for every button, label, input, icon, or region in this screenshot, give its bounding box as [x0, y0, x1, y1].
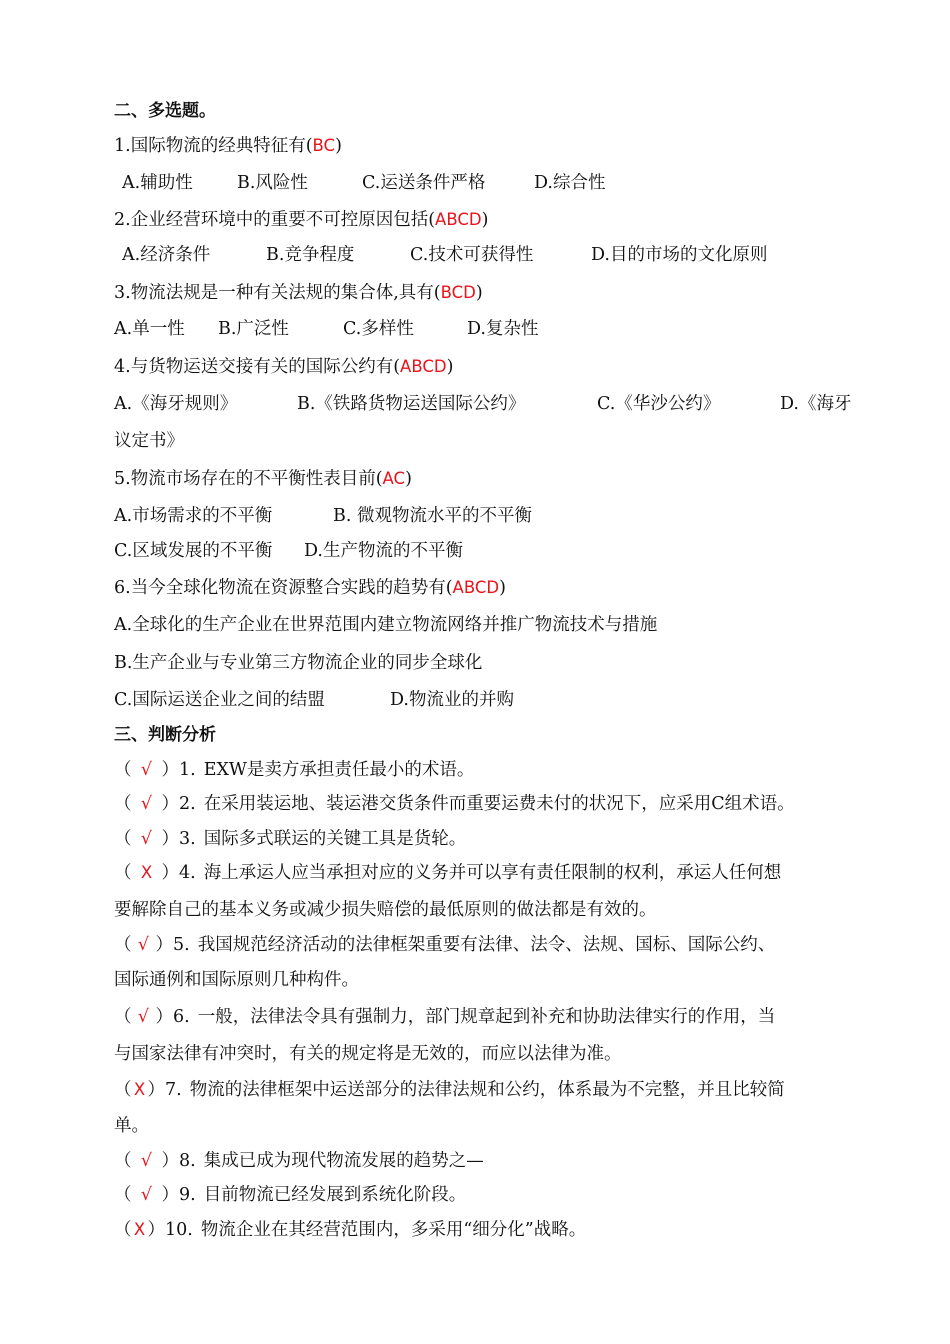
option-a: A.单一性 [114, 319, 185, 339]
answer-key: ABCD [435, 210, 482, 229]
question-text: 国际物流的经典特征有( [130, 136, 313, 156]
section-heading-multiple-choice: 二、多选题。 [114, 101, 216, 121]
option-c: C.区域发展的不平衡 [114, 541, 273, 561]
item-number: 9. [179, 1185, 196, 1205]
option-b: B.《铁路货物运送国际公约》 [297, 394, 526, 414]
option-d: D.复杂性 [467, 319, 539, 339]
question-number: 5. [114, 469, 131, 489]
item-number: 1. [179, 760, 196, 780]
option-d: D.生产物流的不平衡 [304, 541, 463, 561]
option-d: D.《海牙 [780, 394, 852, 414]
option-d: D.物流业的并购 [390, 690, 514, 710]
item-text: 物流企业在其经营范围内，多采用“细分化”战略。 [200, 1220, 587, 1240]
item-number: 3. [179, 829, 196, 849]
judge-mark: X [133, 1220, 146, 1239]
option-c: C.技术可获得性 [410, 245, 534, 265]
judge-item-10: （ X ）10. 物流企业在其经营范围内，多采用“细分化”战略。 [114, 1220, 587, 1240]
option-b: B.风险性 [237, 173, 308, 193]
judge-mark: X [140, 863, 153, 882]
option-a: A.《海牙规则》 [114, 394, 238, 414]
option-d: D.目的市场的文化原则 [591, 245, 768, 265]
option-c: C.国际运送企业之间的结盟 [114, 690, 325, 710]
question-4: 4.与货物运送交接有关的国际公约有(ABCD) [114, 357, 454, 377]
item-text: 物流的法律框架中运送部分的法律法规和公约，体系最为不完整，并且比较简 [189, 1080, 785, 1100]
judge-item-8: （ √ ）8. 集成已成为现代物流发展的趋势之— [114, 1151, 484, 1171]
item-text: 集成已成为现代物流发展的趋势之— [203, 1151, 484, 1171]
judge-item-3: （ √ ）3. 国际多式联运的关键工具是货轮。 [114, 829, 467, 849]
option-c: C.多样性 [343, 319, 414, 339]
option-b: B.广泛性 [218, 319, 289, 339]
question-number: 2. [114, 210, 131, 230]
section-heading-true-false: 三、判断分析 [114, 725, 216, 745]
item-number: 2. [179, 794, 196, 814]
question-6-option-a: A.全球化的生产企业在世界范围内建立物流网络并推广物流技术与措施 [114, 615, 658, 635]
question-text: 物流市场存在的不平衡性表目前( [130, 469, 383, 489]
judge-item-5-continued: 国际通例和国际原则几种构件。 [114, 970, 359, 990]
judge-item-4-continued: 要解除自己的基本义务或减少损失赔偿的最低原则的做法都是有效的。 [114, 900, 657, 920]
judge-item-9: （ √ ）9. 目前物流已经发展到系统化阶段。 [114, 1185, 467, 1205]
answer-key: AC [382, 469, 406, 488]
item-text: 目前物流已经发展到系统化阶段。 [203, 1185, 467, 1205]
judge-item-7-continued: 单。 [114, 1116, 149, 1136]
item-text: 一般，法律法令具有强制力，部门规章起到补充和协助法律实行的作用，当 [197, 1007, 776, 1027]
judge-mark: √ [140, 829, 153, 849]
question-1: 1.国际物流的经典特征有(BC) [114, 136, 342, 156]
option-d: D.综合性 [534, 173, 606, 193]
option-b: B.竞争程度 [266, 245, 355, 265]
answer-key: ABCD [400, 357, 447, 376]
option-a: A.经济条件 [122, 245, 211, 265]
item-number: 6. [173, 1007, 190, 1027]
judge-item-6-continued: 与国家法律有冲突时，有关的规定将是无效的，而应以法律为准。 [114, 1044, 622, 1064]
judge-mark: √ [140, 1185, 153, 1205]
option-c: C.《华沙公约》 [597, 394, 721, 414]
item-number: 4. [179, 863, 196, 883]
option-a: A.辅助性 [122, 173, 193, 193]
question-3: 3.物流法规是一种有关法规的集合体,具有(BCD) [114, 283, 483, 303]
item-text: EXW是卖方承担责任最小的术语。 [203, 760, 475, 780]
question-text: 物流法规是一种有关法规的集合体,具有( [130, 283, 441, 303]
question-6-option-b: B.生产企业与专业第三方物流企业的同步全球化 [114, 653, 483, 673]
answer-key: BCD [440, 283, 476, 302]
item-number: 5. [173, 935, 190, 955]
judge-mark: X [133, 1080, 146, 1099]
answer-key: ABCD [452, 578, 500, 597]
question-number: 4. [114, 357, 131, 377]
item-number: 10. [165, 1220, 193, 1240]
option-b: B. 微观物流水平的不平衡 [333, 506, 532, 526]
question-text: 企业经营环境中的重要不可控原因包括( [130, 210, 436, 230]
item-text: 海上承运人应当承担对应的义务并可以享有责任限制的权利，承运人任何想 [203, 863, 782, 883]
judge-mark: √ [140, 1151, 153, 1171]
answer-key: BC [312, 136, 336, 155]
judge-mark: √ [137, 1007, 150, 1027]
judge-item-4: （ X ）4. 海上承运人应当承担对应的义务并可以享有责任限制的权利，承运人任何想 [114, 863, 782, 883]
judge-item-7: （ X ）7. 物流的法律框架中运送部分的法律法规和公约，体系最为不完整，并且比较简 [114, 1080, 785, 1100]
option-c: C.运送条件严格 [362, 173, 486, 193]
judge-item-6: （ √ ）6. 一般，法律法令具有强制力，部门规章起到补充和协助法律实行的作用，当 [114, 1007, 776, 1027]
question-number: 1. [114, 136, 131, 156]
item-number: 8. [179, 1151, 196, 1171]
judge-mark: √ [137, 935, 150, 955]
option-a: A.市场需求的不平衡 [114, 506, 273, 526]
question-6: 6.当今全球化物流在资源整合实践的趋势有(ABCD) [114, 578, 506, 598]
item-text: 在采用装运地、装运港交货条件而重要运费未付的状况下，应采用C组术语。 [203, 794, 795, 814]
item-text: 国际多式联运的关键工具是货轮。 [203, 829, 467, 849]
question-number: 6. [114, 578, 131, 598]
judge-item-1: （ √ ）1. EXW是卖方承担责任最小的术语。 [114, 760, 475, 780]
question-4-option-d-continued: 议定书》 [114, 431, 184, 451]
question-2: 2.企业经营环境中的重要不可控原因包括(ABCD) [114, 210, 489, 230]
item-number: 7. [165, 1080, 182, 1100]
judge-item-2: （ √ ）2. 在采用装运地、装运港交货条件而重要运费未付的状况下，应采用C组术语。 [114, 794, 795, 814]
question-text: 当今全球化物流在资源整合实践的趋势有( [130, 578, 453, 598]
question-5: 5.物流市场存在的不平衡性表目前(AC) [114, 469, 412, 489]
question-text: 与货物运送交接有关的国际公约有( [130, 357, 401, 377]
question-number: 3. [114, 283, 131, 303]
judge-mark: √ [140, 760, 153, 780]
judge-mark: √ [140, 794, 153, 814]
item-text: 我国规范经济活动的法律框架重要有法律、法令、法规、国标、国际公约、 [197, 935, 776, 955]
judge-item-5: （ √ ）5. 我国规范经济活动的法律框架重要有法律、法令、法规、国标、国际公约、 [114, 935, 776, 955]
